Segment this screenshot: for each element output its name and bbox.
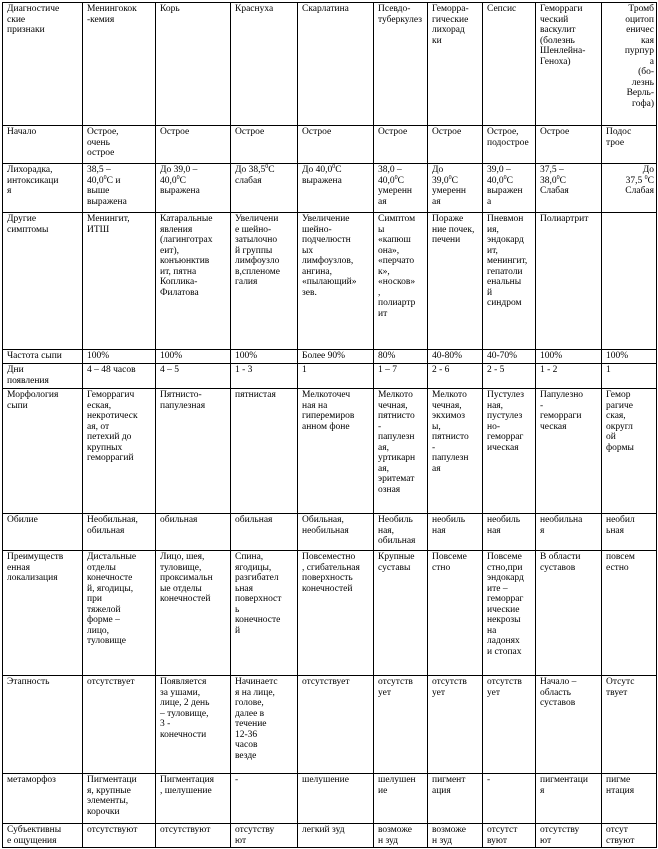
table-cell: Пустулез ная, пустулез но- геморраг ическая	[483, 389, 536, 514]
table-row	[3, 514, 657, 551]
table-cell: отсутств ует	[428, 676, 483, 774]
degree-sign: 0	[644, 174, 648, 181]
table-cell: Острое	[536, 126, 602, 164]
row-label: Морфология сыпи	[3, 389, 83, 514]
degree-sign: 0	[332, 163, 336, 170]
table-cell: пигме нтация	[602, 774, 657, 824]
table-cell: отсутств ует	[374, 676, 428, 774]
table-cell: Необиль ная, обильная	[374, 514, 428, 551]
table-cell: Начало – область суставов	[536, 676, 602, 774]
table-cell: пигментаци я	[536, 774, 602, 824]
table-cell: Острое	[231, 126, 298, 164]
table-cell: Необильная, обильная	[83, 514, 156, 551]
table-cell: легкий зуд	[298, 824, 374, 848]
table-cell: 40-80%	[428, 350, 483, 364]
table-cell: Острое	[156, 126, 231, 164]
row-label: Другие симптомы	[3, 213, 83, 350]
table-cell: -	[483, 774, 536, 824]
table-cell: Мелкото чечная, пятнисто - папулезн ая, уртикарн ая, эритемат озная	[374, 389, 428, 514]
table-cell: необиль ная	[428, 514, 483, 551]
table-cell: обильная	[231, 514, 298, 551]
table-cell: 2 - 6	[428, 364, 483, 389]
table-cell	[602, 213, 657, 350]
table-cell: В области суставов	[536, 551, 602, 676]
table-cell: шелушен ие	[374, 774, 428, 824]
table-cell: До 39,0 – 40,0$^0$С выражена	[156, 164, 231, 213]
table-cell: Пигментация , шелушение	[156, 774, 231, 824]
table-cell: Увеличени е шейно- затылочно й группы лимфоузло в,спленоме галия	[231, 213, 298, 350]
table-cell: Пораже ние почек, печени	[428, 213, 483, 350]
row-label: Дни появления	[3, 364, 83, 389]
table-cell: До 40,0$^0$С выражена	[298, 164, 374, 213]
table-cell: отсутству ют	[536, 824, 602, 848]
degree-sign: 0	[176, 174, 180, 181]
degree-sign: 0	[394, 174, 398, 181]
table-cell: Лицо, шея, туловище, проксимальн ые отделы конечностей	[156, 551, 231, 676]
table-cell: 40-70%	[483, 350, 536, 364]
row-label: Частота сыпи	[3, 350, 83, 364]
row-label: Субъективны е ощущения	[3, 824, 83, 848]
row-label: Начало	[3, 126, 83, 164]
table-cell: 38,0 – 40,0$^0$С умеренн ая	[374, 164, 428, 213]
table-cell: необильна я	[536, 514, 602, 551]
header-cell-measles: Корь	[156, 3, 231, 126]
table-cell: обильная	[156, 514, 231, 551]
table-cell: Увеличение шейно- подчелюстн ых лимфоузлов, ангина, «пылающий» зев.	[298, 213, 374, 350]
table-cell: необил ьная	[602, 514, 657, 551]
degree-sign: 0	[503, 174, 507, 181]
table-cell: Папулезно - геморраги ческая	[536, 389, 602, 514]
table-cell: 4 – 48 часов	[83, 364, 156, 389]
header-cell-rubella: Краснуха	[231, 3, 298, 126]
table-cell: Геморрагич еская, некротическ ая, от петехий до крупных геморрагий	[83, 389, 156, 514]
table-cell: До 37,5 $^0$С Слабая	[602, 164, 657, 213]
table-cell: пигмент ация	[428, 774, 483, 824]
header-cell-sepsis: Сепсис	[483, 3, 536, 126]
table-cell: отсутствует	[83, 676, 156, 774]
table-cell: Пятнисто- папулезная	[156, 389, 231, 514]
table-cell: Пневмон ия, эндокард ит, менингит, гепатоли енальны й синдром	[483, 213, 536, 350]
table-row	[3, 213, 657, 350]
table-cell: Мелкоточеч ная на гиперемиров анном фоне	[298, 389, 374, 514]
table-cell: -	[231, 774, 298, 824]
table-cell: Пигментаци я, крупные элементы, корочки	[83, 774, 156, 824]
table-cell: 1 - 2	[536, 364, 602, 389]
row-label: Лихорадка, интоксикаци я	[3, 164, 83, 213]
table-cell: 80%	[374, 350, 428, 364]
table-cell: Начинаетс я на лице, голове, далее в течение 12-36 часов везде	[231, 676, 298, 774]
header-cell-thrombocytopenic-purpura: Тромб оцитоп еничес кая пурпур а (бо- лезнь Верль- гофа)	[602, 3, 657, 126]
table-cell: необиль ная	[483, 514, 536, 551]
header-cell-hemorrhagic-fevers: Геморра- гические лихорад ки	[428, 3, 483, 126]
table-cell: Острое	[374, 126, 428, 164]
table-cell: До 39,0$^0$С умеренн ая	[428, 164, 483, 213]
table-row	[3, 389, 657, 514]
table-row	[3, 364, 657, 389]
degree-sign: 0	[265, 163, 269, 170]
row-label: Этапность	[3, 676, 83, 774]
table-cell: Гемор рагиче ская, округл ой формы	[602, 389, 657, 514]
degree-sign: 0	[556, 174, 560, 181]
table-cell: отсутствуют	[156, 824, 231, 848]
table-cell: пятнистая	[231, 389, 298, 514]
row-label: Преимуществ енная локализация	[3, 551, 83, 676]
table-cell: 100%	[83, 350, 156, 364]
table-row	[3, 551, 657, 676]
table-cell: Повсеме стно,при эндокард ите – геморраг ические некрозы на ладонях и стопах	[483, 551, 536, 676]
table-cell: отсутствуют	[83, 824, 156, 848]
table-cell: 1 – 7	[374, 364, 428, 389]
header-cell-hemorrhagic-vasculitis: Геморраги ческий васкулит (болезнь Шенлейна- Геноха)	[536, 3, 602, 126]
table-row	[3, 676, 657, 774]
table-cell: 1	[298, 364, 374, 389]
table-cell: Обильная, необильная	[298, 514, 374, 551]
diagnostic-table	[2, 2, 657, 848]
table-cell: возможе н зуд	[428, 824, 483, 848]
table-cell: 2 - 5	[483, 364, 536, 389]
table-cell: 100%	[536, 350, 602, 364]
table-cell: 100%	[602, 350, 657, 364]
header-cell-pseudotuberculosis: Псевдо- туберкулез	[374, 3, 428, 126]
table-cell: 1 - 3	[231, 364, 298, 389]
table-cell: Полиартрит	[536, 213, 602, 350]
table-cell: 38,5 – 40,0$^0$С и выше выражена	[83, 164, 156, 213]
degree-sign: 0	[448, 174, 452, 181]
table-cell: Спина, ягодицы, разгибател ьная поверхност ь конечносте й	[231, 551, 298, 676]
table-cell: Менингит, ИТШ	[83, 213, 156, 350]
table-cell: 100%	[231, 350, 298, 364]
table-cell: 100%	[156, 350, 231, 364]
table-cell: Острое	[298, 126, 374, 164]
table-cell: возможе н зуд	[374, 824, 428, 848]
table-cell: Симптом ы «капюш она», «перчато к», «носков» , полиартр ит	[374, 213, 428, 350]
table-cell: 39,0 – 40,0$^0$С выражен а	[483, 164, 536, 213]
table-cell: отсутст вуют	[483, 824, 536, 848]
table-cell: отсутствует	[298, 676, 374, 774]
degree-sign: 0	[103, 174, 107, 181]
table-cell: Повсеместно , сгибательная поверхность конечностей	[298, 551, 374, 676]
table-cell: шелушение	[298, 774, 374, 824]
table-cell: отсут ствуют	[602, 824, 657, 848]
table-cell: Подос трое	[602, 126, 657, 164]
table-cell: Более 90%	[298, 350, 374, 364]
table-cell: Повсеме стно	[428, 551, 483, 676]
table-cell: Острое, очень острое	[83, 126, 156, 164]
table-cell: 37,5 – 38,0$^0$С Слабая	[536, 164, 602, 213]
table-row	[3, 350, 657, 364]
table-cell: Появляется за ушами, лице, 2 день – туловище, 3 - конечности	[156, 676, 231, 774]
header-cell-meningococcemia: Менингокок -кемия	[83, 3, 156, 126]
table-cell: отсутств ует	[483, 676, 536, 774]
table-cell: Катаральные явления (лагинготрах еит), конъюнктив ит, пятна Коплика- Филатова	[156, 213, 231, 350]
table-cell: Отсутс твует	[602, 676, 657, 774]
table-cell: повсем естно	[602, 551, 657, 676]
table-cell: отсутству ют	[231, 824, 298, 848]
table-cell: Дистальные отделы конечносте й, ягодицы, при тяжелой форме – лицо, туловище	[83, 551, 156, 676]
header-cell-signs: Диагностиче ские признаки	[3, 3, 83, 126]
table-cell: Острое, подострое	[483, 126, 536, 164]
table-cell: Мелкото чечная, экхимоз ы, пятнисто - папулезн ая	[428, 389, 483, 514]
table-cell: До 38,5$^0$С слабая	[231, 164, 298, 213]
header-cell-scarlet-fever: Скарлатина	[298, 3, 374, 126]
table-row	[3, 774, 657, 824]
table-row	[3, 126, 657, 164]
table-row	[3, 164, 657, 213]
header-row	[3, 3, 657, 126]
table-cell: Крупные суставы	[374, 551, 428, 676]
table-row	[3, 824, 657, 848]
row-label: метаморфоз	[3, 774, 83, 824]
row-label: Обилие	[3, 514, 83, 551]
table-cell: 1	[602, 364, 657, 389]
table-cell: 4 – 5	[156, 364, 231, 389]
table-cell: Острое	[428, 126, 483, 164]
